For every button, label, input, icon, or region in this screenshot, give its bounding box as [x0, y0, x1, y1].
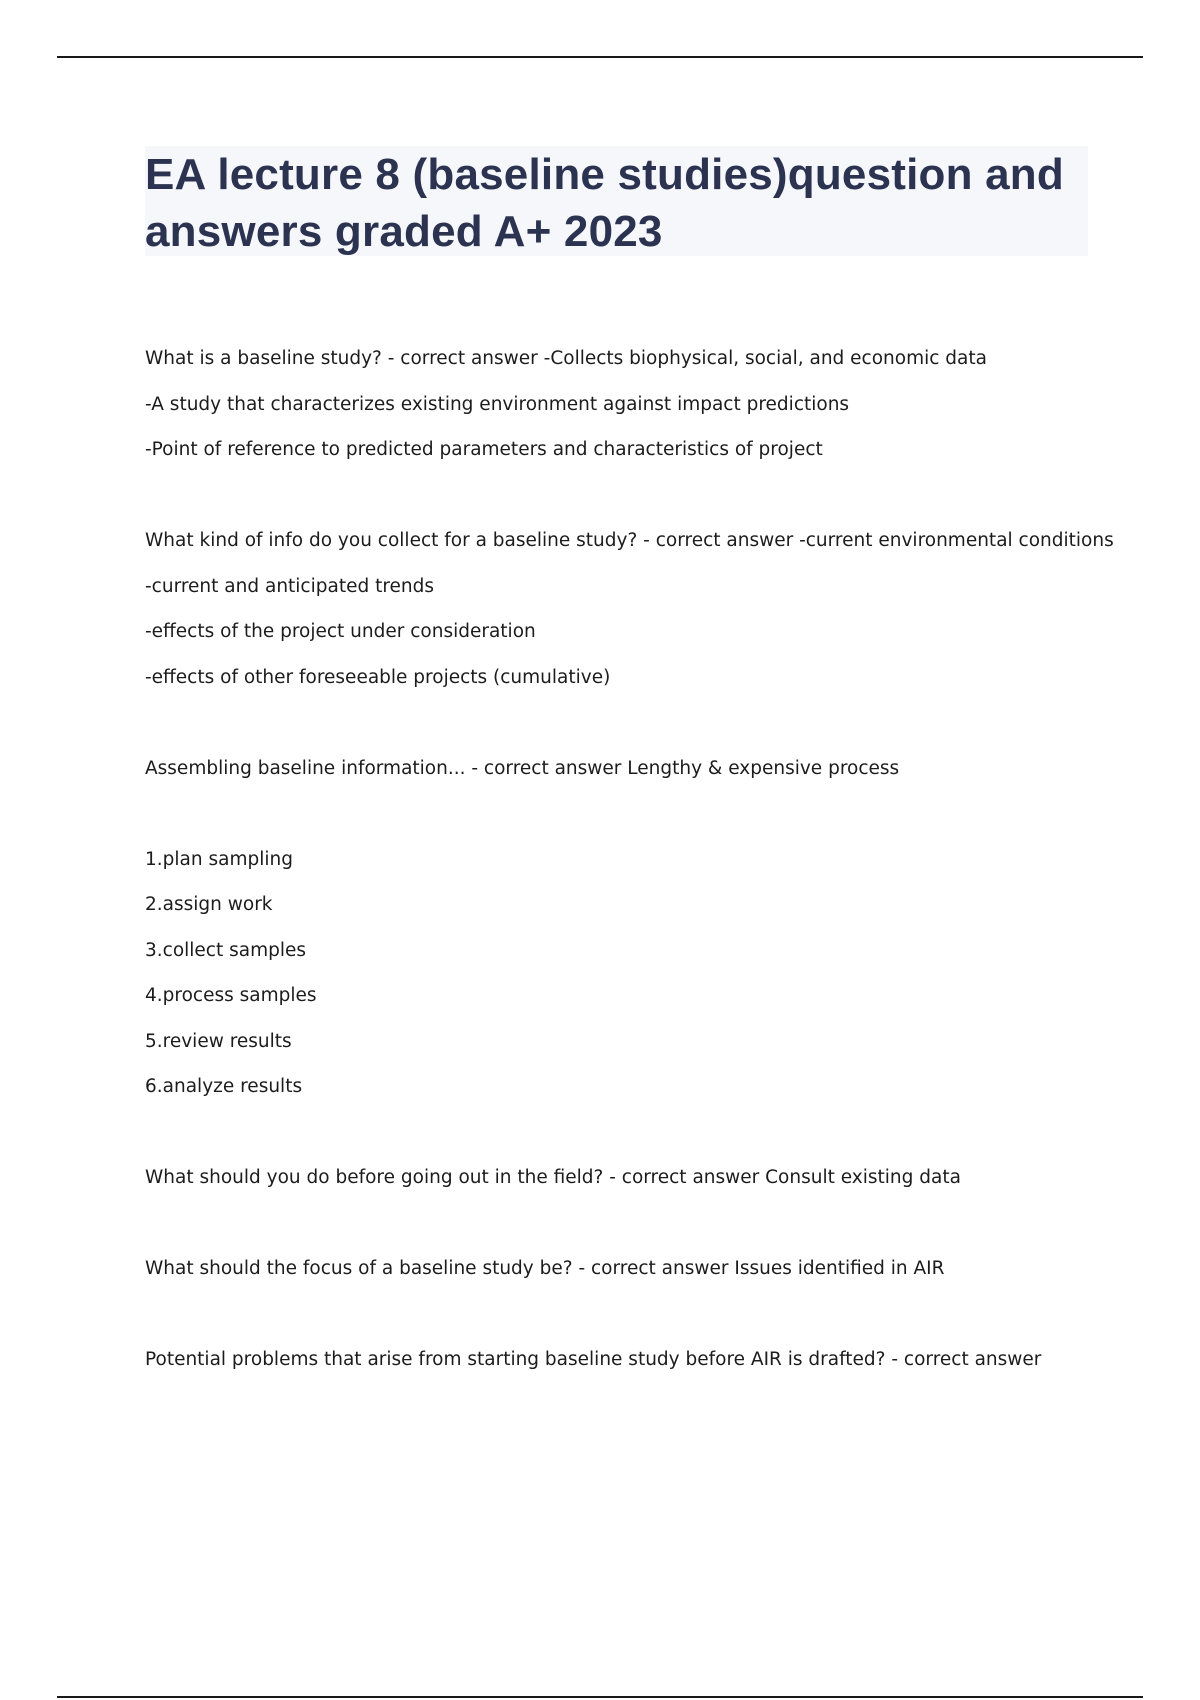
text-line: What should the focus of a baseline study be? - correct answer Issues identified in AIR — [145, 1258, 945, 1279]
text-line: -A study that characterizes existing environment against impact predictions — [145, 393, 850, 415]
text-line: What kind of info do you collect for a baseline study? - correct answer -current environmental conditions — [145, 530, 1114, 551]
paragraph-gap — [145, 799, 1105, 845]
text-line: 3.collect samples — [145, 939, 307, 961]
text-line: 1.plan sampling — [145, 848, 293, 870]
paragraph-gap — [145, 1300, 1105, 1346]
text-line: What is a baseline study? - correct answer -Collects biophysical, social, and economic data — [145, 348, 987, 369]
text-line: 5.review results — [145, 1030, 292, 1052]
paragraph-gap — [145, 481, 1105, 527]
text-line: What should you do before going out in the field? - correct answer Consult existing data — [145, 1167, 961, 1188]
paragraph-gap — [145, 1118, 1105, 1164]
text-line: Assembling baseline information... - correct answer Lengthy & expensive process — [145, 757, 900, 779]
text-line: -Point of reference to predicted parameters and characteristics of project — [145, 439, 823, 460]
paragraph-gap — [145, 1209, 1105, 1255]
text-line: -effects of the project under consideration — [145, 621, 536, 642]
text-line: -effects of other foreseeable projects (cumulative) — [145, 666, 611, 688]
document-body — [145, 344, 1114, 1391]
document-title: EA lecture 8 (baseline studies)question and answers graded A+ 2023 — [145, 150, 1064, 256]
text-line: 6.analyze results — [145, 1076, 303, 1097]
text-line: Potential problems that arise from starting baseline study before AIR is drafted? - correct answer — [145, 1349, 1042, 1370]
text-line: 4.process samples — [145, 985, 317, 1006]
paragraph-gap — [145, 708, 1105, 754]
text-line: 2.assign work — [145, 894, 273, 915]
text-line: -current and anticipated trends — [145, 575, 435, 597]
title-block — [145, 146, 1088, 256]
header-rule — [57, 56, 1143, 58]
footer-rule — [57, 1696, 1143, 1698]
